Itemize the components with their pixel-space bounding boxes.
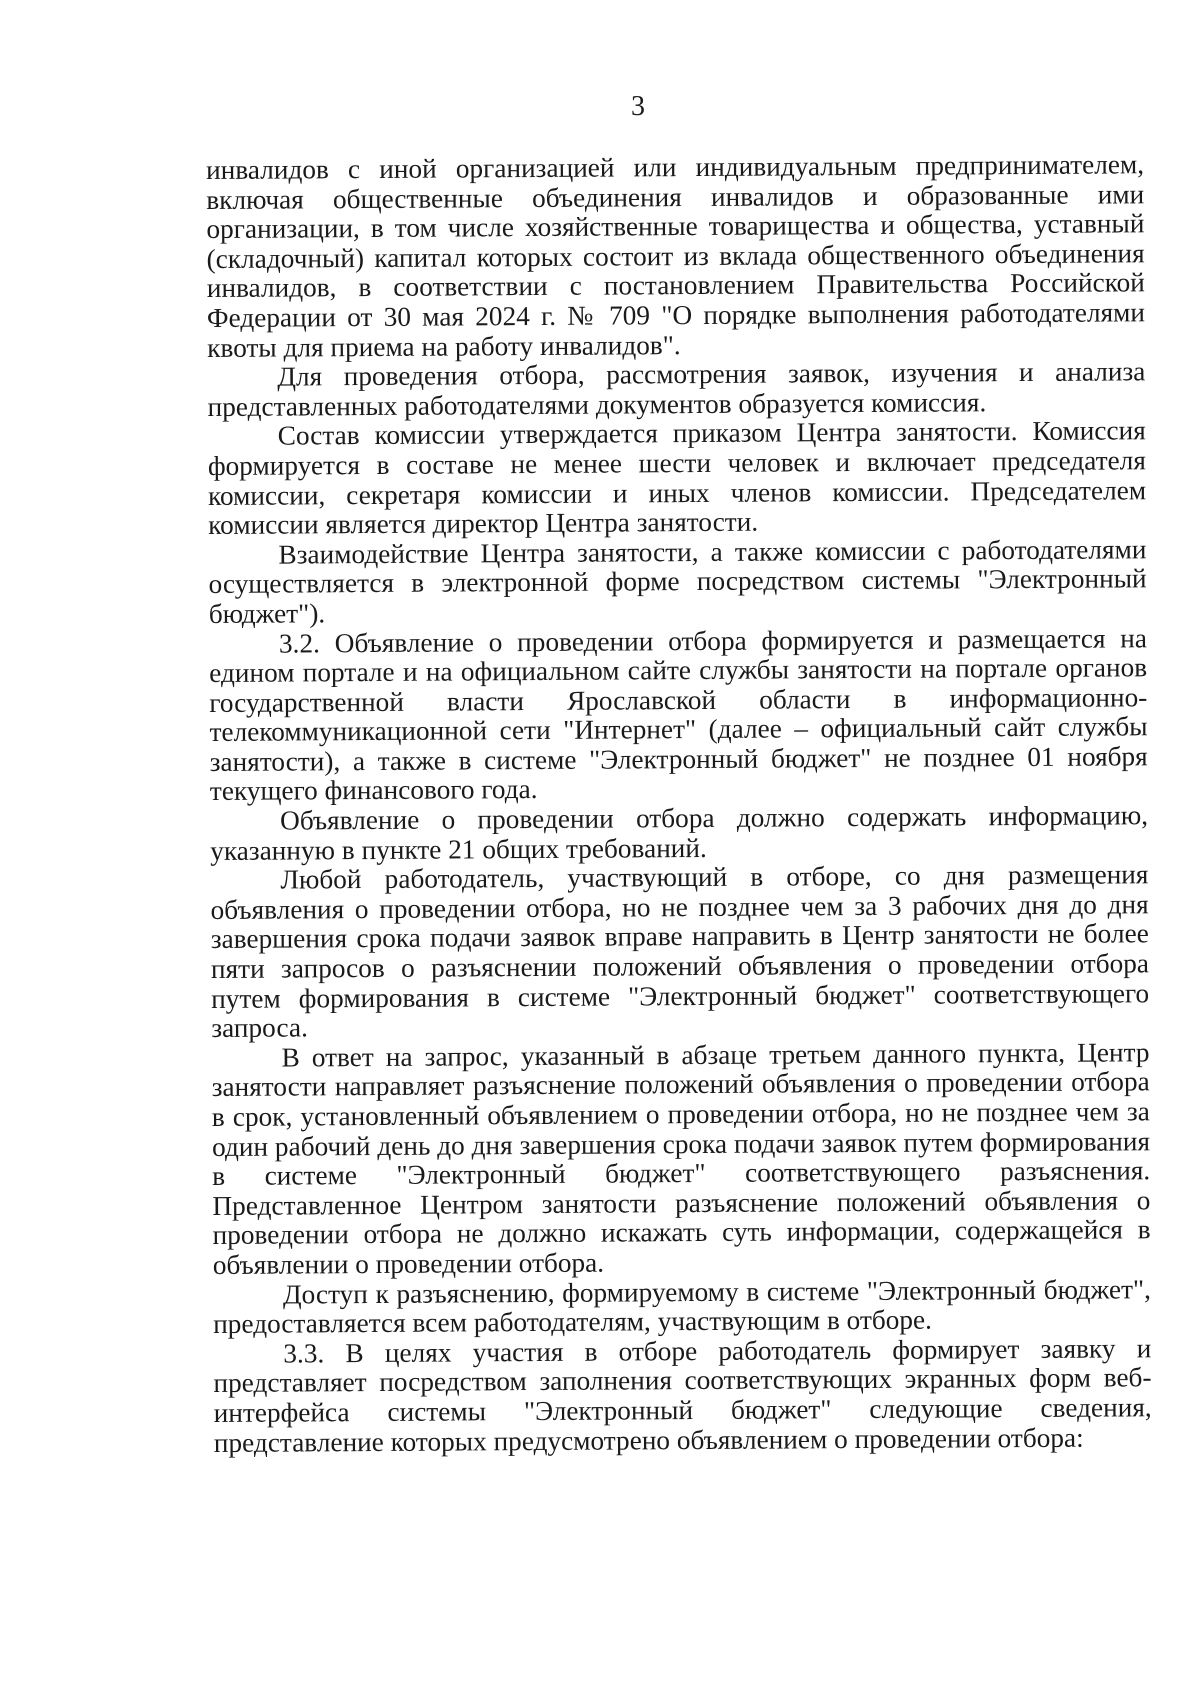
paragraph-quota-continuation: инвалидов с иной организацией или индивидуальным предпринимателем, включая общественные объединения инвалидов и образованные ими организации, в том числе хозяйственные товарищества и общества, уставный (складочный) капитал которых состоит из вклада общественного объединения инвалидов, в соответствии с постановлением Правительства Российской Федерации от 30 мая 2024 г. № 709 "О порядке выполнения работодателями квоты для приема на работу инвалидов". xyxy=(205,149,1146,363)
paragraph-announcement-content: Объявление о проведении отбора должно содержать информацию, указанную в пункте 21 общих требований. xyxy=(210,800,1149,866)
paragraph-3-3-application: 3.3. В целях участия в отборе работодатель формирует заявку и представляет посредством заполнения соответствующих экранных форм веб-интерфейса системы "Электронный бюджет" следующие сведения, представление которых предусмотрено объявлением о проведении отбора: xyxy=(213,1332,1152,1458)
paragraph-commission-composition: Состав комиссии утверждается приказом Центра занятости. Комиссия формируется в составе не менее шести человек и включает председателя комиссии, секретаря комиссии и иных членов комиссии. Председателем комиссии является директор Центра занятости. xyxy=(207,415,1147,541)
paragraph-3-2-announcement: 3.2. Объявление о проведении отбора формируется и размещается на едином портале и на официальном сайте службы занятости на портале органов государственной власти Ярославской области в информационно-телекоммуникационной сети "Интернет" (далее – официальный сайт службы занятости), а также в системе "Электронный бюджет" не позднее 01 ноября текущего финансового года. xyxy=(209,622,1148,807)
paragraph-electronic-interaction: Взаимодействие Центра занятости, а также комиссии с работодателями осуществляется в электронной форме посредством системы "Электронный бюджет"). xyxy=(208,533,1147,629)
paragraph-clarification-requests: Любой работодатель, участвующий в отборе, со дня размещения объявления о проведении отбора, но не позднее чем за 3 рабочих дня до дня завершения срока подачи заявок вправе направить в Центр занятости не более пяти запросов о разъяснении положений объявления о проведении отбора путем формирования в системе "Электронный бюджет" соответствующего запроса. xyxy=(210,859,1150,1044)
paragraph-clarification-access: Доступ к разъяснению, формируемому в системе "Электронный бюджет", предоставляется всем работодателям, участвующим в отборе. xyxy=(213,1273,1152,1340)
paragraph-clarification-response: В ответ на запрос, указанный в абзаце третьем данного пункта, Центр занятости направляет разъяснение положений объявления о проведении отбора в срок, установленный объявлением о проведении отбора, но не позднее чем за один рабочий день до дня завершения срока подачи заявок путем формирования в системе "Электронный бюджет" соответствующего разъяснения. Представленное Центром занятости разъяснение положений объявления о проведении отбора не должно искажать суть информации, содержащейся в объявлении о проведении отбора. xyxy=(211,1037,1151,1280)
paragraph-commission-formation: Для проведения отбора, рассмотрения заявок, изучения и анализа представленных работодателями документов образуется комиссия. xyxy=(207,356,1146,422)
document-body xyxy=(206,150,1152,1458)
page-number: 3 xyxy=(631,91,645,122)
